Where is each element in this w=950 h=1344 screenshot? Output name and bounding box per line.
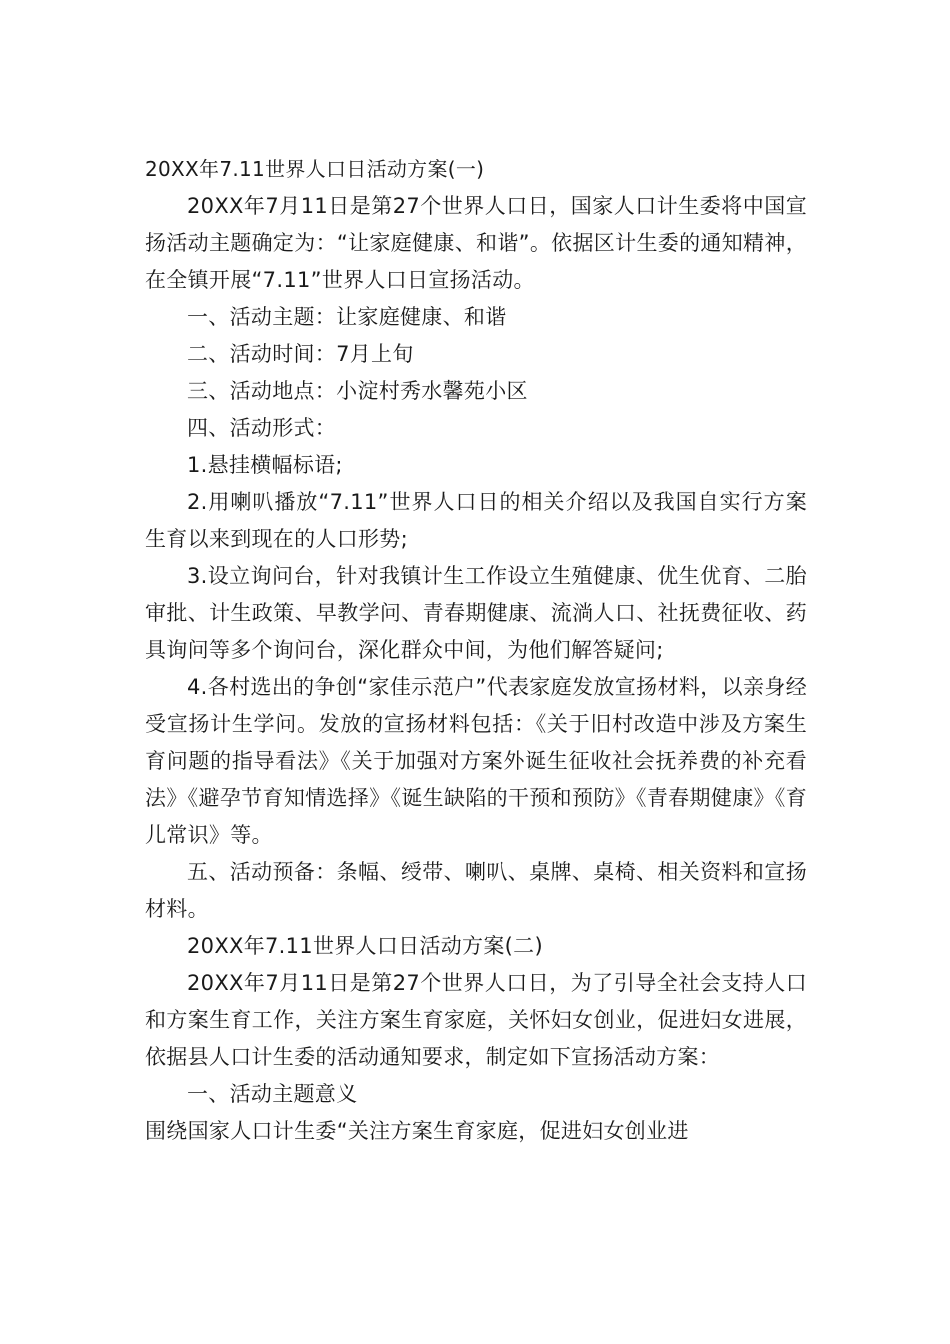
section-title-1: 20XX年7.11世界人口日活动方案(一) <box>145 157 485 181</box>
paragraph-item-3: 3.设立询问台，针对我镇计生工作设立生殖健康、优生优育、二胎审批、计生政策、早教学问、青春期健康、流淌人口、社抚费征收、药具询问等多个询问台，深化群众中间，为他们解答疑问; <box>145 564 807 662</box>
paragraph-item-4: 4.各村选出的争创“家佳示范户”代表家庭发放宣扬材料，以亲身经受宣扬计生学问。发放的宣扬材料包括：《关于旧村改造中涉及方案生育问题的指导看法》《关于加强对方案外诞生征收社会抚养费的补充看法》《避孕节育知情选择》《诞生缺陷的干预和预防》《青春期健康》《育儿常识》等。 <box>145 675 807 847</box>
paragraph-time: 二、活动时间：7月上旬 <box>187 342 414 366</box>
paragraph-item-2: 2.用喇叭播放“7.11”世界人口日的相关介绍以及我国自实行方案生育以来到现在的人口形势; <box>145 490 807 551</box>
paragraph-theme: 一、活动主题：让家庭健康、和谐 <box>187 305 507 329</box>
paragraph-theme-meaning: 一、活动主题意义 <box>187 1082 358 1106</box>
section-title-2: 20XX年7.11世界人口日活动方案(二) <box>187 934 543 958</box>
paragraph-location: 三、活动地点：小淀村秀水馨苑小区 <box>187 379 528 403</box>
paragraph-intro-1: 20XX年7月11日是第27个世界人口日，国家人口计生委将中国宣扬活动主题确定为：“让家庭健康、和谐”。依据区计生委的通知精神，在全镇开展“7.11”世界人口日宣扬活动。 <box>145 194 807 292</box>
paragraph-item-1: 1.悬挂横幅标语; <box>187 453 343 477</box>
document-body <box>145 151 807 1150</box>
paragraph-form-heading: 四、活动形式： <box>187 416 337 440</box>
paragraph-intro-2: 20XX年7月11日是第27个世界人口日，为了引导全社会支持人口和方案生育工作，关注方案生育家庭，关怀妇女创业，促进妇女进展，依据县人口计生委的活动通知要求，制定如下宣扬活动方案： <box>145 971 807 1069</box>
paragraph-theme-detail: 围绕国家人口计生委“关注方案生育家庭，促进妇女创业进 <box>145 1119 689 1143</box>
paragraph-preparation: 五、活动预备：条幅、绶带、喇叭、桌牌、桌椅、相关资料和宣扬材料。 <box>145 860 807 921</box>
